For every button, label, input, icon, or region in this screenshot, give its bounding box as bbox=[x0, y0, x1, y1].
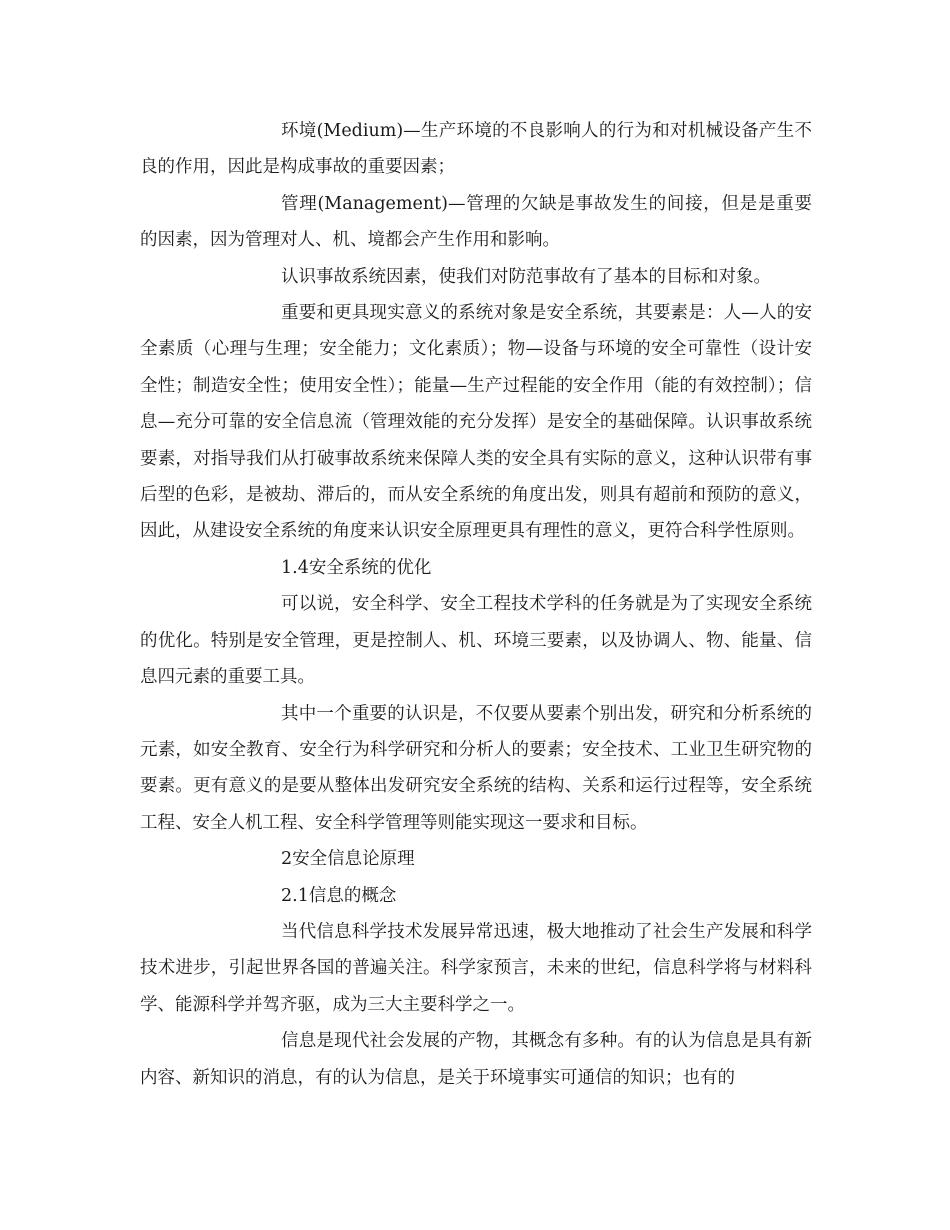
section-heading-2-1: 2.1信息的概念 bbox=[281, 885, 397, 906]
paragraph-environment: 环境(Medium)—生产环境的不良影响人的行为和对机械设备产生不良的作用，因此是构成事故的重要因素； bbox=[140, 121, 812, 178]
paragraph-optimization: 可以说，安全科学、安全工程技术学科的任务就是为了实现安全系统的优化。特别是安全管理，更是控制人、机、环境三要素，以及协调人、物、能量、信息四元素的重要工具。 bbox=[140, 594, 812, 688]
paragraph-important-recognition: 其中一个重要的认识是，不仅要从要素个别出发，研究和分析系统的元素，如安全教育、安全行为科学研究和分析人的要素；安全技术、工业卫生研究物的要素。更有意义的是要从整体出发研究安全系统的结构、关系和运行过程等，安全系统工程、安全人机工程、安全科学管理等则能实现这一要求和目标。 bbox=[140, 703, 812, 833]
paragraph-management: 管理(Management)—管理的欠缺是事故发生的间接，但是是重要的因素，因为管理对人、机、境都会产生作用和影响。 bbox=[140, 193, 812, 251]
paragraph-safety-system: 重要和更具现实意义的系统对象是安全系统，其要素是：人—人的安全素质（心理与生理；安全能力；文化素质）；物—设备与环境的安全可靠性（设计安全性；制造安全性；使用安全性）；能量—生产过程能的安全作用（能的有效控制）；信息—充分可靠的安全信息流（管理效能的充分发挥）是安全的基础保障。认识事故系统要素，对指导我们从打破事故系统来保障人类的安全具有实际的意义，这种认识带有事后型的色彩，是被劫、滞后的，而从安全系统的角度出发，则具有超前和预防的意义，因此，从建设安全系统的角度来认识安全原理更具有理性的意义，更符合科学性原则。 bbox=[140, 303, 812, 542]
section-heading-2: 2安全信息论原理 bbox=[281, 849, 415, 870]
section-heading-1-4: 1.4安全系统的优化 bbox=[281, 557, 432, 578]
paragraph-info-concept: 信息是现代社会发展的产物，其概念有多种。有的认为信息是具有新内容、新知识的消息，有的认为信息，是关于环境事实可通信的知识；也有的 bbox=[140, 1031, 812, 1088]
document-body bbox=[140, 113, 812, 1096]
paragraph-info-tech: 当代信息科学技术发展异常迅速，极大地推动了社会生产发展和科学技术进步，引起世界各国的普遍关注。科学家预言，未来的世纪，信息科学将与材料科学、能源科学并驾齐驱，成为三大主要科学之一。 bbox=[140, 921, 812, 1015]
paragraph-system-factors: 认识事故系统因素，使我们对防范事故有了基本的目标和对象。 bbox=[281, 266, 771, 287]
